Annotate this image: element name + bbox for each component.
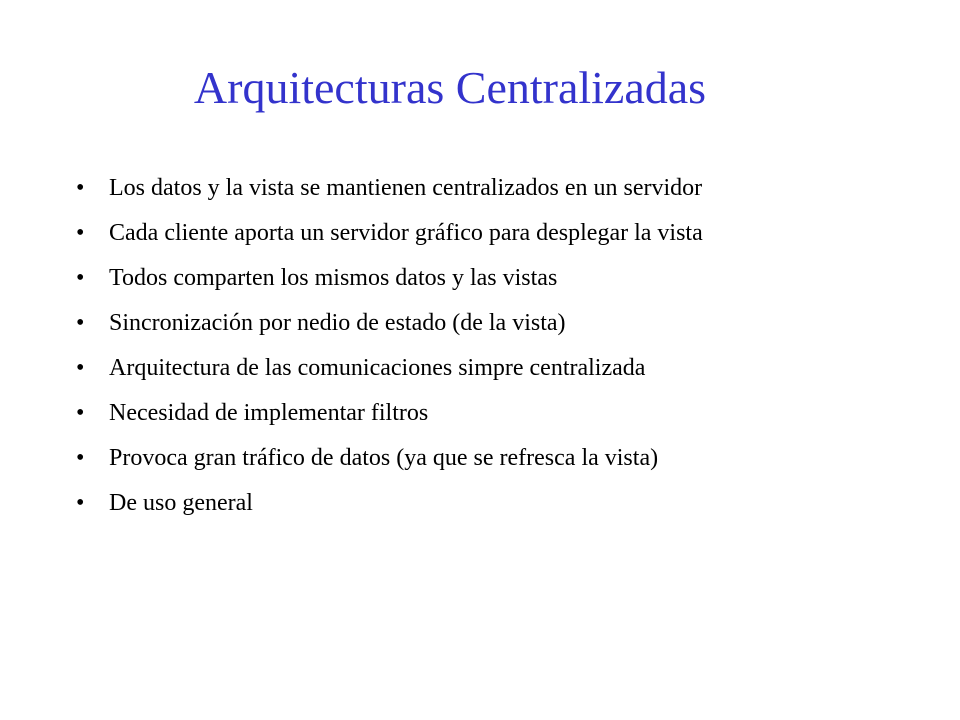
bullet-icon: • [76,220,85,246]
bullet-text: Cada cliente aporta un servidor gráfico para desplegar la vista [109,220,703,246]
bullet-icon: • [76,310,85,336]
bullet-item [76,487,856,519]
bullet-icon: • [76,265,85,291]
bullet-item [76,262,856,294]
bullet-text: Los datos y la vista se mantienen centralizados en un servidor [109,175,703,201]
bullet-text: Todos comparten los mismos datos y las vistas [109,265,558,291]
bullet-icon: • [76,175,85,201]
bullet-icon: • [76,400,85,426]
bullet-icon: • [76,355,85,381]
bullet-icon: • [76,490,85,516]
bullet-item [76,307,856,339]
bullet-item [76,352,856,384]
bullet-text: Provoca gran tráfico de datos (ya que se refresca la vista) [109,445,659,471]
bullet-item [76,442,856,474]
bullet-item [76,397,856,429]
bullet-item [76,172,856,204]
bullet-list [76,172,856,532]
bullet-icon: • [76,445,85,471]
bullet-text: Necesidad de implementar filtros [109,400,429,426]
bullet-item [76,217,856,249]
bullet-text: De uso general [109,490,253,516]
bullet-text: Arquitectura de las comunicaciones simpre centralizada [109,355,646,381]
slide-title: Arquitecturas Centralizadas [193,62,707,113]
bullet-text: Sincronización por nedio de estado (de la vista) [109,310,566,336]
